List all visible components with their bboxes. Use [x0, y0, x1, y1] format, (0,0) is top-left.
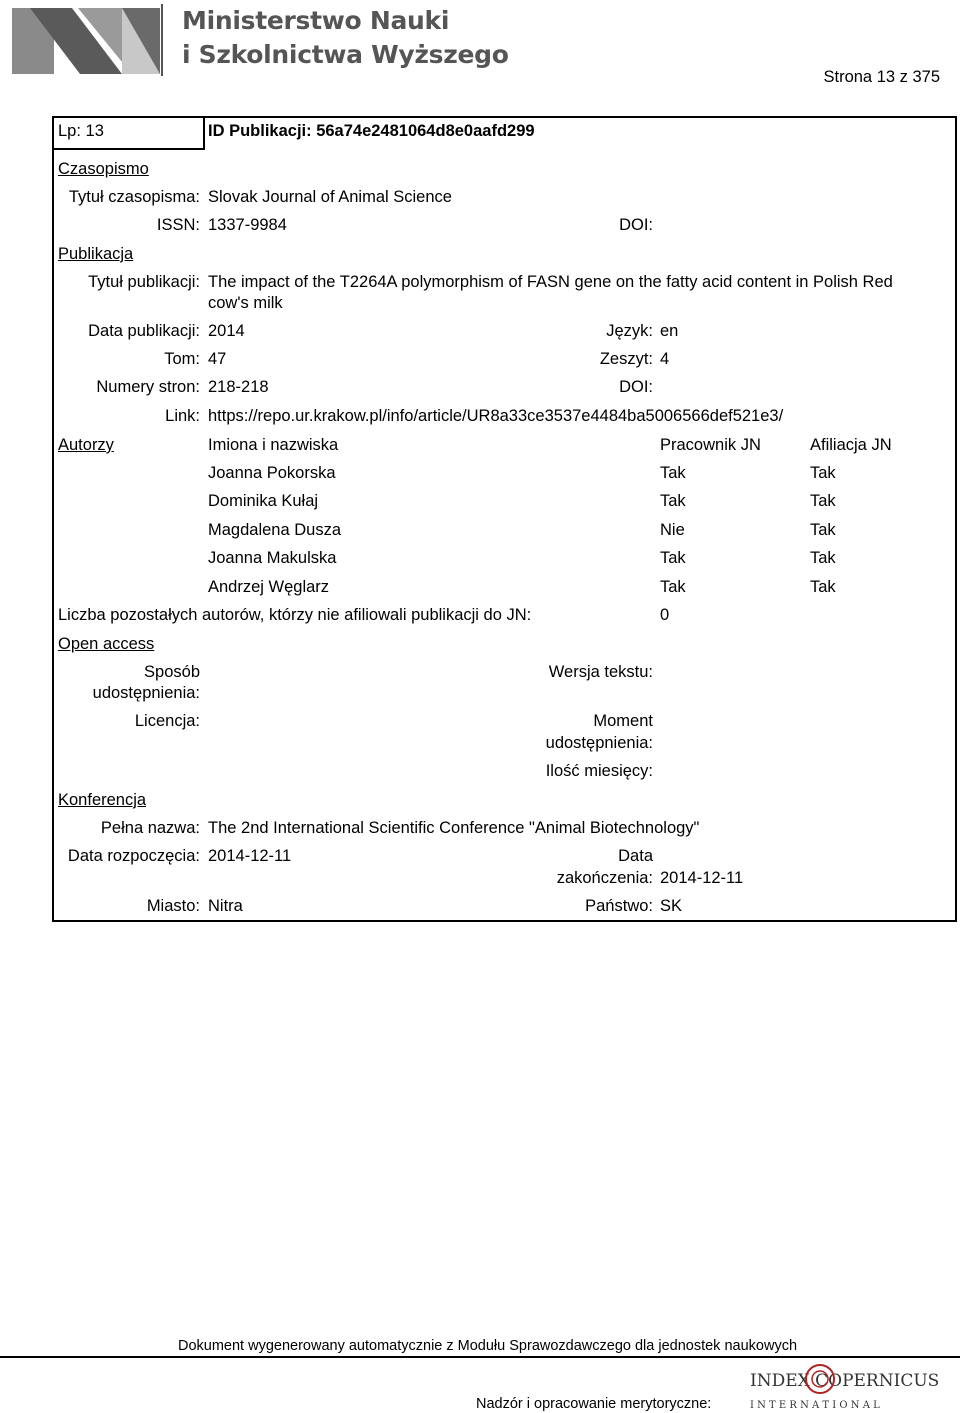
author-affiliation: Tak — [810, 578, 836, 596]
end-date-label-line2: zakończenia: — [556, 869, 653, 887]
column-header-name: Imiona i nazwiska — [208, 436, 339, 454]
start-date-value: 2014-12-11 — [208, 847, 292, 865]
country-label: Państwo: — [585, 897, 653, 915]
section-autorzy: Autorzy — [58, 436, 114, 454]
author-employee: Tak — [660, 464, 686, 482]
issn-label: ISSN: — [156, 216, 200, 234]
author-affiliation: Tak — [810, 464, 836, 482]
publication-date-label: Data publikacji: — [88, 322, 200, 340]
pages-value: 218-218 — [208, 378, 269, 396]
ministry-logo — [12, 6, 162, 76]
author-employee: Nie — [660, 521, 685, 539]
author-affiliation: Tak — [810, 521, 836, 539]
logo-divider — [161, 4, 163, 76]
publication-title-line1: The impact of the T2264A polymorphism of FASN gene on the fatty acid content in Polish Red — [208, 273, 893, 291]
link-value[interactable]: https://repo.ur.krakow.pl/info/article/UR8a33ce3537e4484ba5006566def521e3/ — [208, 407, 784, 425]
ic-logo-text-bottom: I N T E R N A T I O N A L — [750, 1400, 880, 1411]
author-name: Magdalena Dusza — [208, 521, 341, 539]
footer-divider — [0, 1356, 960, 1358]
link-label: Link: — [165, 407, 200, 425]
publication-id: ID Publikacji: 56a74e2481064d8e0aafd299 — [208, 122, 535, 140]
author-name: Joanna Makulska — [208, 549, 337, 567]
journal-doi-label: DOI: — [619, 216, 653, 234]
issn-value: 1337-9984 — [208, 216, 287, 234]
pages-label: Numery stron: — [96, 378, 200, 396]
issue-value: 4 — [660, 350, 670, 368]
author-name: Dominika Kułaj — [208, 492, 319, 510]
author-name: Joanna Pokorska — [208, 464, 336, 482]
volume-label: Tom: — [164, 350, 200, 368]
conference-name-label: Pełna nazwa: — [100, 819, 200, 837]
record-box — [52, 116, 957, 922]
issue-label: Zeszyt: — [599, 350, 653, 368]
sharing-method-label-line2: udostępnienia: — [92, 684, 200, 702]
page-indicator: Strona 13 z 375 — [823, 68, 940, 86]
footer-supervision: Nadzór i opracowanie merytoryczne: — [476, 1396, 712, 1412]
language-value: en — [660, 322, 679, 340]
language-label: Język: — [606, 322, 653, 340]
journal-title-value: Slovak Journal of Animal Science — [208, 188, 452, 206]
volume-value: 47 — [208, 350, 227, 368]
publication-doi-label: DOI: — [619, 378, 653, 396]
section-czasopismo: Czasopismo — [58, 160, 149, 178]
end-date-value: 2014-12-11 — [660, 869, 744, 887]
start-date-label: Data rozpoczęcia: — [67, 847, 200, 865]
author-name: Andrzej Węglarz — [208, 578, 330, 596]
remaining-authors-value: 0 — [660, 606, 670, 624]
text-version-label: Wersja tekstu: — [548, 663, 653, 681]
sharing-method-label-line1: Sposób — [144, 663, 200, 681]
end-date-label-line1: Data — [618, 847, 653, 865]
city-value: Nitra — [208, 897, 243, 915]
section-konferencja: Konferencja — [58, 791, 147, 809]
ministry-name-line2: i Szkolnictwa Wyższego — [182, 40, 509, 69]
author-employee: Tak — [660, 578, 686, 596]
publication-title-label: Tytuł publikacji: — [88, 273, 200, 291]
months-count-label: Ilość miesięcy: — [545, 762, 653, 780]
remaining-authors-label: Liczba pozostałych autorów, którzy nie afiliowali publikacji do JN: — [58, 606, 532, 624]
author-employee: Tak — [660, 549, 686, 567]
author-affiliation: Tak — [810, 492, 836, 510]
section-publikacja: Publikacja — [58, 245, 134, 263]
conference-name-value: The 2nd International Scientific Conference "Animal Biotechnology" — [208, 819, 700, 837]
license-label: Licencja: — [134, 712, 200, 730]
footer-generated-note: Dokument wygenerowany automatycznie z Modułu Sprawozdawczego dla jednostek naukowych — [178, 1338, 798, 1354]
ic-logo-text-top: INDEX COPERNICUS — [750, 1371, 940, 1391]
city-label: Miasto: — [146, 897, 200, 915]
lp-number: Lp: 13 — [58, 122, 104, 140]
index-copernicus-logo — [748, 1362, 960, 1412]
section-open-access: Open access — [58, 635, 155, 653]
column-header-employee: Pracownik JN — [660, 436, 761, 454]
publication-title-line2: cow's milk — [208, 294, 283, 312]
sharing-moment-label-line1: Moment — [593, 712, 653, 730]
sharing-moment-label-line2: udostępnienia: — [545, 734, 653, 752]
ministry-name-line1: Ministerstwo Nauki — [182, 6, 450, 35]
author-employee: Tak — [660, 492, 686, 510]
column-header-affiliation: Afiliacja JN — [810, 436, 892, 454]
author-affiliation: Tak — [810, 549, 836, 567]
country-value: SK — [660, 897, 683, 915]
journal-title-label: Tytuł czasopisma: — [68, 188, 200, 206]
publication-date-value: 2014 — [208, 322, 245, 340]
